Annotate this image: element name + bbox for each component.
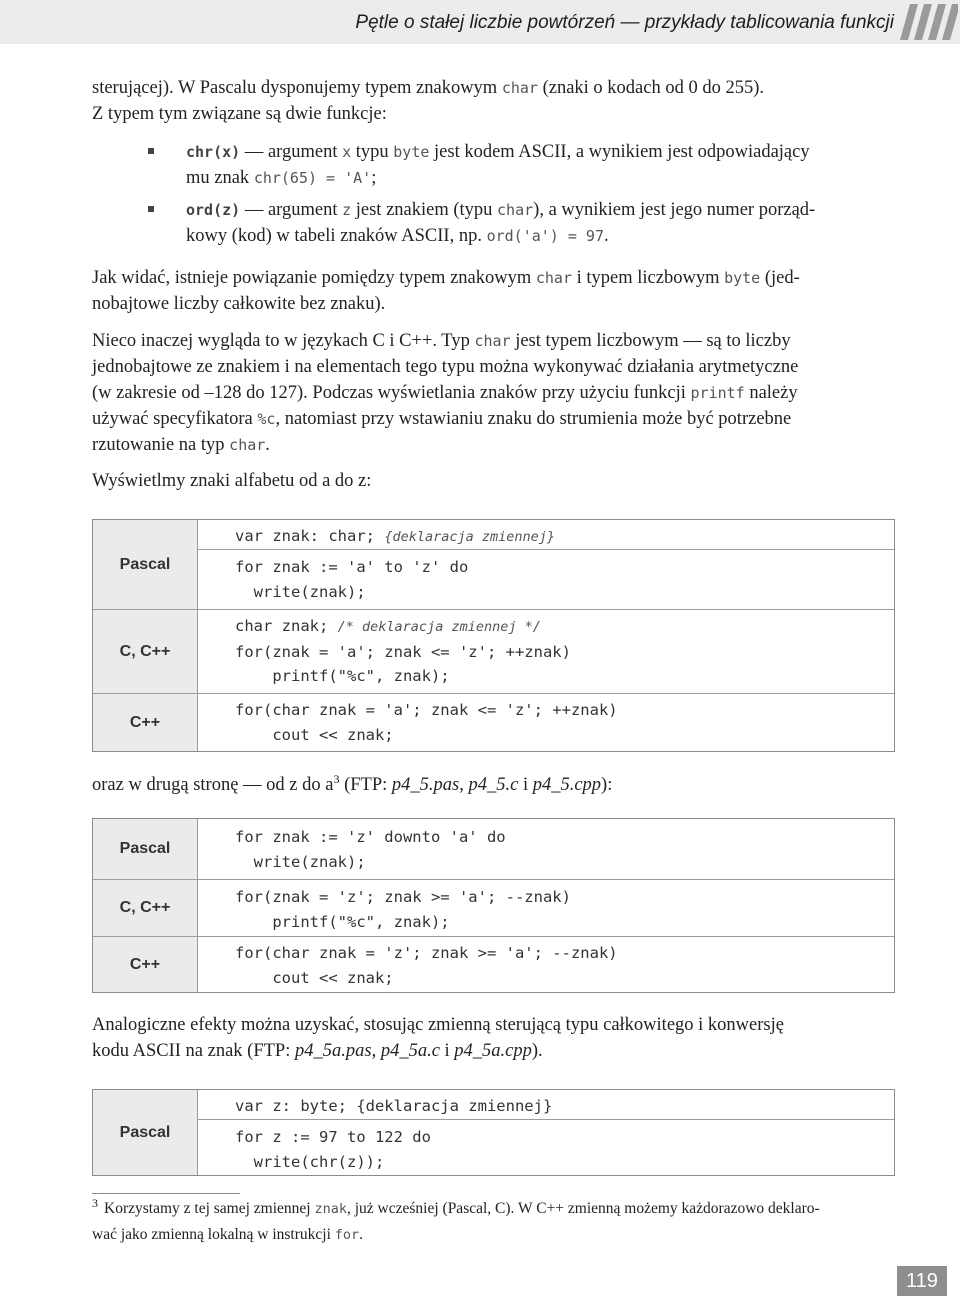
code-block (198, 819, 894, 879)
text: jest typem liczbowym — są to liczby (510, 331, 791, 351)
code-table-forward (92, 519, 895, 752)
inline-code: chr(65) = 'A' (253, 169, 372, 187)
code-line: write(znak); (235, 852, 366, 871)
code-line: for(char znak = 'a'; znak <= 'z'; ++znak) (235, 701, 618, 719)
code-row-c (93, 609, 894, 693)
code-block (198, 937, 894, 992)
code-line: printf("%c", znak); (235, 667, 450, 685)
text: jest kodem ASCII, a wynikiem jest odpowiadający (429, 142, 810, 162)
code-row-cpp (93, 693, 894, 751)
code-row-pascal (93, 819, 894, 879)
code-line: for z := 97 to 122 do (198, 1119, 894, 1150)
file-name: p4_5.cpp (532, 775, 602, 796)
code-row-cpp (93, 936, 894, 992)
paragraph-analogous (92, 1012, 892, 1064)
text: . (265, 435, 270, 455)
text: i (518, 775, 533, 796)
paragraph-reverse (92, 766, 892, 798)
code-line (198, 610, 894, 640)
bullet-ord (186, 197, 896, 249)
code-line: for znak := 'a' to 'z' do (198, 549, 894, 580)
text: (znaki o kodach od 0 do 255). (537, 78, 765, 98)
inline-code: char (501, 79, 538, 97)
code-line: for(znak = 'a'; znak <= 'z'; ++znak) (235, 642, 571, 661)
language-label: C++ (93, 694, 198, 751)
footnote-divider (92, 1193, 240, 1194)
text: wać jako zmienną lokalną w instrukcji (92, 1226, 335, 1243)
text: i typem liczbowym (572, 268, 725, 288)
code-row-c (93, 879, 894, 936)
code-comment: /* deklaracja zmiennej */ (337, 619, 541, 635)
code-block (198, 1090, 894, 1175)
text: jest znakiem (typu (351, 200, 498, 220)
text: kodu ASCII na znak (FTP: (92, 1041, 295, 1061)
text: sterującej). W Pascalu dysponujemy typem znakowym (92, 78, 502, 98)
text: (FTP: (339, 775, 392, 796)
text: mu znak (186, 168, 254, 188)
language-label: Pascal (93, 819, 198, 879)
header-stripes-decoration (900, 4, 958, 40)
file-name: p4_5a.pas (294, 1041, 372, 1061)
text: ). (531, 1041, 543, 1061)
code-line: for znak := 'z' downto 'a' do (235, 828, 506, 846)
code-line: cout << znak; (235, 968, 394, 987)
text: ): (601, 775, 613, 796)
language-label: C++ (93, 937, 198, 992)
file-name: p4_5.c (468, 775, 519, 796)
text: (w zakresie od –128 do 127). Podczas wyświetlania znaków przy użyciu funkcji (92, 383, 691, 403)
code-line: printf("%c", znak); (235, 912, 450, 931)
text: Analogiczne efekty można uzyskać, stosując zmienną sterującą typu całkowitego i konwersję (92, 1015, 784, 1035)
inline-code: znak (314, 1201, 347, 1217)
language-label: Pascal (93, 1090, 198, 1175)
bullet-marker-icon (148, 148, 154, 154)
footnote-ref: 3 (333, 772, 340, 786)
inline-code: printf (690, 384, 745, 402)
running-header (0, 0, 960, 44)
text: jednobajtowe ze znakiem i na elementach tego typu można wykonywać działania arytmetyczne (92, 357, 799, 377)
code-block (198, 694, 894, 751)
paragraph-relation (92, 265, 892, 317)
text: należy (744, 383, 798, 403)
code-line: for(znak = 'z'; znak >= 'a'; --znak) (235, 888, 571, 906)
text: kowy (kod) w tabeli znaków ASCII, np. (186, 226, 487, 246)
code-text: char znak; (235, 617, 338, 635)
language-label: C, C++ (93, 610, 198, 693)
language-label: Pascal (93, 520, 198, 609)
inline-code: x (342, 143, 352, 161)
inline-code: byte (393, 143, 430, 161)
text: rzutowanie na typ (92, 435, 230, 455)
text: , natomiast przy wstawianiu znaku do strumienia może być potrzebne (275, 409, 792, 429)
text: Jak widać, istnieje powiązanie pomiędzy typem znakowym (92, 268, 536, 288)
inline-code: char (535, 269, 572, 287)
code-comment: {deklaracja zmiennej} (384, 529, 555, 545)
text: Korzystamy z tej samej zmiennej (104, 1200, 315, 1217)
inline-code: z (342, 201, 352, 219)
code-line: for(char znak = 'z'; znak >= 'a'; --znak) (235, 944, 618, 962)
text: , już wcześniej (Pascal, C). W C++ zmienną możemy każdorazowo deklaro- (346, 1200, 820, 1217)
code-block (198, 880, 894, 936)
paragraph-c-language (92, 328, 892, 458)
text: używać specyfikatora (92, 409, 258, 429)
bullet-marker-icon (148, 206, 154, 212)
inline-code: char (497, 201, 534, 219)
text: (jed- (760, 268, 800, 288)
file-name: p4_5a.cpp (454, 1041, 532, 1061)
code-line (198, 520, 894, 549)
inline-code: ord('a') = 97 (486, 227, 604, 245)
inline-code: byte (724, 269, 761, 287)
text: oraz w drugą stronę — od z do a (92, 775, 334, 796)
page-number: 119 (897, 1266, 947, 1296)
text: ; (371, 168, 377, 188)
text: — argument (240, 200, 343, 220)
text: . (359, 1226, 364, 1243)
text: ), a wynikiem jest jego numer porząd- (533, 200, 816, 220)
paragraph-alphabet (92, 468, 892, 494)
file-name: p4_5a.c (380, 1041, 440, 1061)
text: . (604, 226, 609, 246)
text: Wyświetlmy znaki alfabetu od a do z: (92, 471, 372, 491)
code-block (198, 610, 894, 693)
inline-code: for (334, 1227, 360, 1243)
code-line: write(znak); (235, 582, 366, 601)
header-title: Pętle o stałej liczbie powtórzeń — przykłady tablicowania funkcji (355, 12, 894, 33)
footnote-number: 3 (92, 1196, 98, 1210)
inline-code: char (474, 332, 511, 350)
code-row-pascal (93, 520, 894, 609)
code-row-pascal (93, 1090, 894, 1175)
text: , (459, 775, 469, 796)
code-line: cout << znak; (235, 725, 394, 744)
code-line: write(chr(z)); (235, 1152, 385, 1171)
text: , (371, 1041, 381, 1061)
text: i (439, 1041, 455, 1061)
text: nobajtowe liczby całkowite bez znaku). (92, 294, 386, 314)
text: Z typem tym związane są dwie funkcje: (92, 104, 387, 124)
inline-code: %c (257, 410, 276, 428)
function-name: chr(x) (186, 143, 241, 161)
function-name: ord(z) (186, 201, 241, 219)
text: Nieco inaczej wygląda to w językach C i C++. Typ (92, 331, 475, 351)
text: typu (351, 142, 394, 162)
file-name: p4_5.pas (391, 775, 460, 796)
code-table-integer (92, 1089, 895, 1176)
inline-code: char (229, 436, 266, 454)
footnote (92, 1196, 892, 1248)
code-line: var z: byte; {deklaracja zmiennej} (235, 1097, 553, 1115)
language-label: C, C++ (93, 880, 198, 936)
code-table-backward (92, 818, 895, 993)
code-block (198, 520, 894, 609)
bullet-chr (186, 139, 896, 191)
code-text: var znak: char; (235, 527, 385, 545)
paragraph-intro (92, 75, 892, 127)
text: — argument (240, 142, 343, 162)
